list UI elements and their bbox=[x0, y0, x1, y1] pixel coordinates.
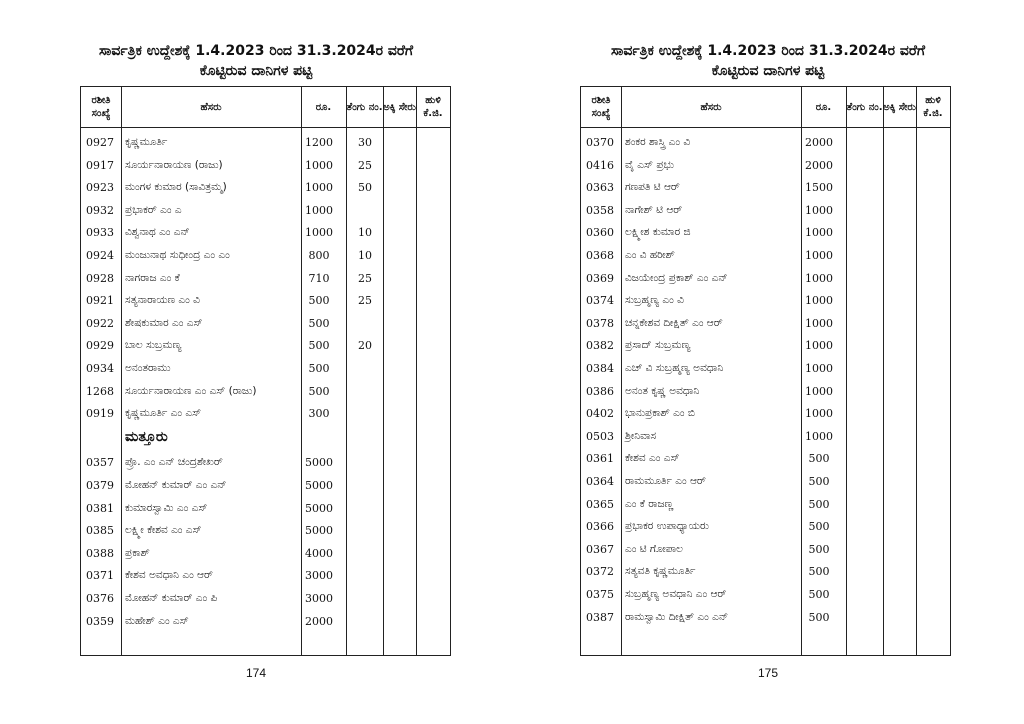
donor-name: ಬಾಲ ಸುಬ್ರಮಣ್ಯ bbox=[125, 339, 182, 352]
receipt-number: 0929 bbox=[86, 339, 114, 353]
table-row bbox=[581, 154, 950, 177]
amount: 1000 bbox=[305, 181, 333, 195]
section-subheading bbox=[81, 426, 450, 449]
donor-name: ಶೇಷಕುಮಾರ ಎಂ ಎಸ್ bbox=[125, 316, 203, 329]
amount: 800 bbox=[308, 249, 330, 262]
donor-table bbox=[580, 86, 951, 656]
receipt-number: 0384 bbox=[586, 362, 614, 375]
table-row bbox=[81, 244, 450, 267]
column-header-tamarind: ಹುಳಿ ಕೆ.ಜಿ. bbox=[423, 95, 443, 119]
receipt-number: 0402 bbox=[586, 407, 614, 421]
receipt-number: 0363 bbox=[586, 181, 614, 195]
amount: 500 bbox=[308, 294, 330, 308]
receipt-number: 0933 bbox=[86, 226, 114, 240]
page-title-line1: ಸಾರ್ವತ್ರಿಕ ಉದ್ದೇಶಕ್ಕೆ 1.4.2023 ರಿಂದ 31.3.2024ರ ವರೆಗೆ bbox=[98, 43, 414, 59]
table-row bbox=[581, 221, 950, 244]
receipt-number: 0371 bbox=[86, 569, 114, 583]
amount: 500 bbox=[808, 565, 830, 579]
donor-name: ಕೃಷ್ಣಮೂರ್ತಿ bbox=[125, 136, 168, 148]
donor-name: ಕೇಶವ ಅವಧಾನಿ ಎಂ ಆರ್ bbox=[125, 569, 213, 582]
receipt-number: 0378 bbox=[586, 316, 614, 330]
donor-name: ಪ್ರಭಾಕರ್ ಎಂ ಎ bbox=[125, 203, 182, 216]
amount: 3000 bbox=[305, 592, 333, 605]
table-row bbox=[581, 244, 950, 267]
table-row bbox=[81, 289, 450, 312]
column-header-amount: ರೂ. bbox=[315, 101, 332, 113]
receipt-number: 0416 bbox=[586, 158, 614, 172]
receipt-number: 0917 bbox=[86, 158, 114, 172]
donor-name: ಪ್ರೊ. ಎಂ ಎನ್ ಚಂದ್ರಶೇಖರ್ bbox=[125, 456, 223, 469]
table-row bbox=[81, 131, 450, 154]
column-header-name: ಹೆಸರು bbox=[700, 101, 722, 113]
receipt-number: 0385 bbox=[86, 524, 114, 538]
amount: 1000 bbox=[805, 249, 833, 262]
column-header-coconut: ತೆಂಗು ನಂ. bbox=[346, 101, 383, 113]
table-row bbox=[581, 289, 950, 312]
right-page bbox=[512, 0, 1024, 724]
table-row bbox=[81, 357, 450, 380]
coconut-count: 20 bbox=[358, 339, 372, 353]
donor-name: ಮೋಹನ್ ಕುಮಾರ್ ಎಂ ಪಿ bbox=[125, 592, 218, 604]
donor-name: ಲಕ್ಷ್ಮೀ ಕೇಶವ ಎಂ ಎಸ್ bbox=[125, 524, 202, 537]
receipt-number: 0386 bbox=[586, 384, 614, 398]
amount: 1000 bbox=[805, 226, 833, 240]
amount: 2000 bbox=[305, 614, 333, 628]
header-divider bbox=[581, 127, 950, 128]
amount: 500 bbox=[808, 475, 830, 488]
amount: 5000 bbox=[305, 456, 333, 470]
receipt-number: 0367 bbox=[586, 542, 614, 556]
amount: 1000 bbox=[305, 226, 333, 240]
table-row bbox=[81, 610, 450, 633]
subheading-text: ಮತ್ತೂರು bbox=[125, 428, 168, 445]
donor-name: ಕುಮಾರಸ್ವಾಮಿ ಎಂ ಎಸ್ bbox=[125, 501, 208, 514]
table-row bbox=[81, 519, 450, 542]
table-row bbox=[581, 560, 950, 583]
receipt-number: 0382 bbox=[586, 339, 614, 353]
table-row bbox=[581, 538, 950, 561]
receipt-number: 0374 bbox=[586, 294, 614, 308]
coconut-count: 30 bbox=[358, 136, 372, 149]
donor-name: ಕೃಷ್ಣಮೂರ್ತಿ ಎಂ ಎಸ್ bbox=[125, 407, 202, 420]
header-divider bbox=[81, 127, 450, 128]
amount: 500 bbox=[808, 452, 830, 466]
receipt-number: 0365 bbox=[586, 497, 614, 511]
donor-name: ವಿಶ್ವನಾಥ ಎಂ ಎನ್ bbox=[125, 226, 190, 239]
table-row bbox=[581, 131, 950, 154]
donor-name: ವಿಜಯೇಂದ್ರ ಪ್ರಕಾಶ್ ಎಂ ಎನ್ bbox=[625, 271, 728, 284]
amount: 500 bbox=[808, 542, 830, 556]
donor-name: ಅನಂತ ಕೃಷ್ಣ ಅವಧಾನಿ bbox=[625, 384, 700, 397]
donor-name: ಸುಬ್ರಹ್ಮಣ್ಯ ಎಂ ವಿ bbox=[625, 294, 684, 307]
column-header-rice: ಅಕ್ಕಿ ಸೇರು bbox=[883, 101, 916, 113]
receipt-number: 0379 bbox=[86, 479, 114, 492]
donor-name: ಸತ್ಯನಾರಾಯಣ ಎಂ ವಿ bbox=[125, 294, 200, 307]
amount: 500 bbox=[308, 362, 330, 375]
donor-table bbox=[80, 86, 451, 656]
amount: 1000 bbox=[805, 339, 833, 353]
page-number: 174 bbox=[245, 666, 267, 680]
donor-name: ಸೂರ್ಯನಾರಾಯಣ ಎಂ ಎಸ್ (ರಾಜು) bbox=[125, 384, 257, 397]
coconut-count: 50 bbox=[358, 181, 372, 195]
donor-name: ಶ್ರೀನಿವಾಸ bbox=[625, 429, 657, 442]
donor-name: ಪ್ರಭಾಕರ ಉಪಾಧ್ಯಾಯರು bbox=[625, 520, 709, 533]
column-header-name: ಹೆಸರು bbox=[200, 101, 222, 113]
amount: 5000 bbox=[305, 524, 333, 538]
table-row bbox=[581, 606, 950, 629]
amount: 4000 bbox=[305, 546, 333, 560]
table-row bbox=[81, 312, 450, 335]
page-title-line1: ಸಾರ್ವತ್ರಿಕ ಉದ್ದೇಶಕ್ಕೆ 1.4.2023 ರಿಂದ 31.3.2024ರ ವರೆಗೆ bbox=[610, 43, 926, 59]
table-row bbox=[581, 312, 950, 335]
table-row bbox=[81, 199, 450, 222]
amount: 1000 bbox=[805, 384, 833, 398]
table-row bbox=[81, 334, 450, 357]
receipt-number: 0366 bbox=[586, 520, 614, 534]
table-row bbox=[81, 221, 450, 244]
donor-name: ಭಾನುಪ್ರಕಾಶ್ ಎಂ ಬಿ bbox=[625, 407, 695, 420]
amount: 1000 bbox=[305, 158, 333, 172]
receipt-number: 0376 bbox=[86, 592, 114, 605]
amount: 2000 bbox=[805, 158, 833, 172]
donor-name: ಮಹೇಶ್ ಎಂ ಎಸ್ bbox=[125, 614, 189, 627]
amount: 500 bbox=[308, 384, 330, 398]
receipt-number: 0922 bbox=[86, 316, 114, 330]
receipt-number: 0928 bbox=[86, 271, 114, 285]
donor-name: ಎಂ ಕೆ ರಾಜಣ್ಣ bbox=[625, 497, 674, 510]
coconut-count: 25 bbox=[358, 271, 372, 285]
table-row bbox=[81, 380, 450, 403]
receipt-number: 0357 bbox=[86, 456, 114, 470]
donor-name: ಪ್ರಸಾದ್ ಸುಬ್ರಮಣ್ಯ bbox=[625, 339, 691, 352]
receipt-number: 0359 bbox=[86, 614, 114, 628]
receipt-number: 0369 bbox=[586, 271, 614, 285]
donor-name: ಮಂಗಳ ಕುಮಾರ (ಸಾವಿತ್ರಮ್ಮ) bbox=[125, 181, 227, 194]
table-row bbox=[581, 357, 950, 380]
receipt-number: 0503 bbox=[586, 429, 614, 443]
receipt-number: 0923 bbox=[86, 181, 114, 195]
amount: 710 bbox=[308, 271, 330, 285]
amount: 1000 bbox=[305, 203, 333, 217]
amount: 1500 bbox=[805, 181, 833, 195]
receipt-number: 0388 bbox=[86, 546, 114, 560]
donor-name: ಸತ್ಯವತಿ ಕೃಷ್ಣಮೂರ್ತಿ bbox=[625, 565, 696, 578]
amount: 1000 bbox=[805, 294, 833, 308]
amount: 1000 bbox=[805, 407, 833, 421]
table-row bbox=[581, 583, 950, 606]
donor-name: ಎಂ ಟಿ ಗೋಪಾಲ bbox=[625, 542, 683, 555]
table-row bbox=[81, 587, 450, 610]
column-header-receipt: ರಶೀತಿ ಸಂಖ್ಯೆ bbox=[91, 95, 111, 119]
donor-name: ಲಕ್ಷ್ಮೀಶ ಕುಮಾರ ಜಿ bbox=[625, 226, 691, 239]
amount: 5000 bbox=[305, 479, 333, 492]
donor-name: ಚನ್ನಕೇಶವ ದೀಕ್ಷಿತ್ ಎಂ ಆರ್ bbox=[625, 316, 723, 329]
donor-name: ಎಂ ವಿ ಹರೀಶ್ bbox=[625, 249, 675, 261]
receipt-number: 0375 bbox=[586, 588, 614, 601]
donor-name: ಗಣಪತಿ ಟಿ ಆರ್ bbox=[625, 181, 680, 194]
table-row bbox=[81, 402, 450, 425]
table-row bbox=[581, 334, 950, 357]
table-row bbox=[581, 493, 950, 516]
amount: 1000 bbox=[805, 316, 833, 330]
table-row bbox=[81, 497, 450, 520]
receipt-number: 0370 bbox=[586, 136, 614, 149]
receipt-number: 0927 bbox=[86, 136, 114, 149]
table-row bbox=[81, 154, 450, 177]
amount: 500 bbox=[808, 610, 830, 624]
column-header-rice: ಅಕ್ಕಿ ಸೇರು bbox=[383, 101, 416, 113]
amount: 500 bbox=[808, 520, 830, 534]
table-row bbox=[581, 425, 950, 448]
amount: 2000 bbox=[805, 136, 833, 149]
amount: 1000 bbox=[805, 362, 833, 375]
column-header-tamarind: ಹುಳಿ ಕೆ.ಜಿ. bbox=[923, 95, 943, 119]
donor-name: ನಾಗರಾಜ ಎಂ ಕೆ bbox=[125, 271, 180, 284]
table-row bbox=[581, 199, 950, 222]
receipt-number: 0921 bbox=[86, 294, 114, 308]
donor-name: ಮಂಜುನಾಥ ಸುಧೀಂದ್ರ ಎಂ ಎಂ bbox=[125, 249, 230, 261]
donor-name: ರಾಮಮೂರ್ತಿ ಎಂ ಆರ್ bbox=[625, 475, 706, 487]
page-title-line2: ಕೊಟ್ಟಿರುವ ದಾನಿಗಳ ಪಟ್ಟಿ bbox=[199, 63, 313, 79]
amount: 500 bbox=[808, 497, 830, 511]
amount: 5000 bbox=[305, 501, 333, 515]
receipt-number: 0372 bbox=[586, 565, 614, 579]
table-row bbox=[81, 542, 450, 565]
donor-name: ರಾಮಸ್ವಾಮಿ ದೀಕ್ಷಿತ್ ಎಂ ಎನ್ bbox=[625, 610, 729, 623]
receipt-number: 0381 bbox=[86, 501, 114, 515]
donor-name: ಕೇಶವ ಎಂ ಎಸ್ bbox=[625, 452, 680, 465]
receipt-number: 0361 bbox=[586, 452, 614, 466]
coconut-count: 10 bbox=[358, 249, 372, 262]
receipt-number: 0368 bbox=[586, 249, 614, 262]
amount: 300 bbox=[308, 407, 330, 421]
column-header-receipt: ರಶೀತಿ ಸಂಖ್ಯೆ bbox=[591, 95, 611, 119]
donor-name: ವೈ ಎಸ್ ಪ್ರಭು bbox=[625, 158, 675, 171]
coconut-count: 25 bbox=[358, 158, 372, 172]
table-row bbox=[581, 515, 950, 538]
donor-name: ಸುಬ್ರಹ್ಮಣ್ಯ ಅವಧಾನಿ ಎಂ ಆರ್ bbox=[625, 588, 727, 600]
table-row bbox=[81, 176, 450, 199]
receipt-number: 0360 bbox=[586, 226, 614, 240]
table-row bbox=[581, 470, 950, 493]
table-row bbox=[81, 564, 450, 587]
amount: 1200 bbox=[305, 136, 333, 149]
donor-name: ಶಂಕರ ಶಾಸ್ತ್ರಿ ಎಂ ವಿ bbox=[625, 136, 691, 148]
receipt-number: 0364 bbox=[586, 475, 614, 488]
donor-name: ಮೋಹನ್ ಕುಮಾರ್ ಎಂ ಎನ್ bbox=[125, 479, 227, 491]
donor-name: ಅನಂತರಾಮು bbox=[125, 362, 171, 374]
coconut-count: 10 bbox=[358, 226, 372, 240]
table-row bbox=[581, 380, 950, 403]
amount: 500 bbox=[808, 588, 830, 601]
receipt-number: 0387 bbox=[586, 610, 614, 624]
amount: 1000 bbox=[805, 429, 833, 443]
column-header-amount: ರೂ. bbox=[815, 101, 832, 113]
donor-name: ಎಚ್ ವಿ ಸುಬ್ರಹ್ಮಣ್ಯ ಅವಧಾನಿ bbox=[625, 362, 724, 374]
receipt-number: 0932 bbox=[86, 203, 114, 217]
receipt-number: 1268 bbox=[86, 384, 114, 398]
table-row bbox=[581, 402, 950, 425]
receipt-number: 0924 bbox=[86, 249, 114, 262]
amount: 3000 bbox=[305, 569, 333, 583]
table-row bbox=[581, 267, 950, 290]
amount: 1000 bbox=[805, 271, 833, 285]
donor-name: ಸೂರ್ಯನಾರಾಯಣ (ರಾಜು) bbox=[125, 158, 223, 171]
receipt-number: 0919 bbox=[86, 407, 114, 421]
amount: 500 bbox=[308, 316, 330, 330]
donor-name: ಪ್ರಕಾಶ್ bbox=[125, 546, 150, 559]
table-row bbox=[81, 267, 450, 290]
table-row bbox=[581, 176, 950, 199]
page-number: 175 bbox=[757, 666, 779, 680]
table-row bbox=[81, 474, 450, 497]
receipt-number: 0358 bbox=[586, 203, 614, 217]
amount: 500 bbox=[308, 339, 330, 353]
column-header-coconut: ತೆಂಗು ನಂ. bbox=[846, 101, 883, 113]
donor-name: ನಾಗೇಶ್ ಟಿ ಆರ್ bbox=[625, 203, 683, 216]
table-row bbox=[581, 447, 950, 470]
coconut-count: 25 bbox=[358, 294, 372, 308]
page-title-line2: ಕೊಟ್ಟಿರುವ ದಾನಿಗಳ ಪಟ್ಟಿ bbox=[711, 63, 825, 79]
amount: 1000 bbox=[805, 203, 833, 217]
receipt-number: 0934 bbox=[86, 362, 114, 375]
table-row bbox=[81, 451, 450, 474]
